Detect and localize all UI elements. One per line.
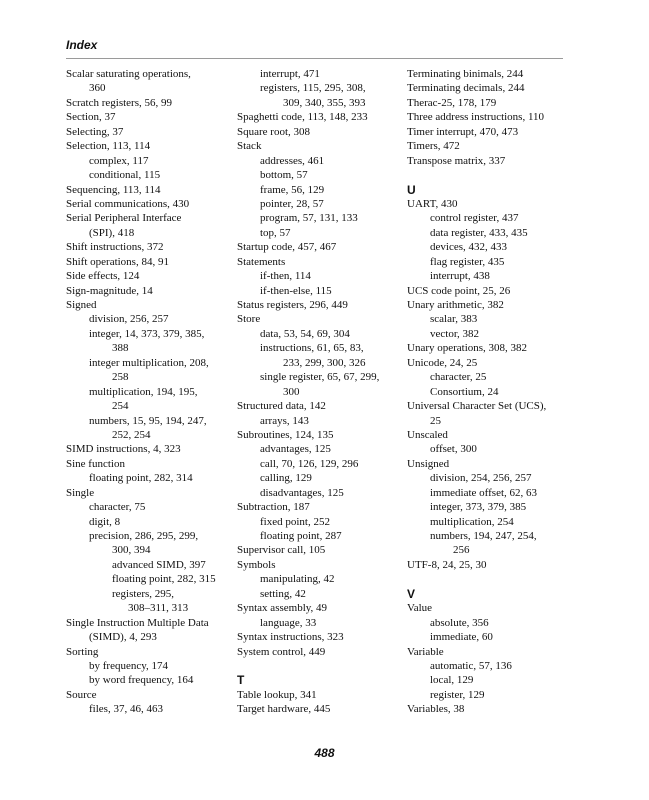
index-subentry: advantages, 125 [260, 443, 331, 456]
index-entry: Statements [237, 255, 286, 268]
index-entry: Side effects, 124 [66, 270, 140, 283]
index-subentry: 254 [112, 400, 129, 413]
index-entry: Transpose matrix, 337 [407, 154, 506, 167]
index-subentry: integer, 14, 373, 379, 385, [89, 327, 205, 340]
index-entry: Sine function [66, 457, 125, 470]
index-entry: Selection, 113, 114 [66, 140, 151, 153]
index-subentry: fixed point, 252 [260, 515, 330, 528]
index-subentry: bottom, 57 [260, 169, 308, 182]
index-entry: Subroutines, 124, 135 [237, 428, 334, 441]
index-subentry: multiplication, 194, 195, [89, 385, 198, 398]
index-subentry: by frequency, 174 [89, 659, 169, 672]
index-subentry: floating point, 287 [260, 530, 342, 542]
index-entry: Shift instructions, 372 [66, 241, 164, 254]
index-subentry: floating point, 282, 314 [89, 472, 193, 485]
index-column-1 [66, 67, 216, 717]
index-entry: Target hardware, 445 [237, 703, 331, 716]
page-title: Index [66, 38, 98, 52]
index-entry: Status registers, 296, 449 [237, 299, 348, 311]
index-subentry: data, 53, 54, 69, 304 [260, 327, 350, 340]
index-subentry: integer multiplication, 208, [89, 356, 209, 369]
index-entry: Signed [66, 299, 97, 311]
index-entry: UTF-8, 24, 25, 30 [407, 558, 487, 571]
index-subentry: flag register, 435 [430, 255, 505, 268]
index-entry: Unscaled [407, 428, 448, 441]
index-subentry: frame, 56, 129 [260, 183, 325, 196]
index-subentry: 300, 394 [112, 544, 151, 557]
index-subentry: immediate offset, 62, 63 [430, 486, 538, 499]
index-subentry: 388 [112, 342, 129, 355]
index-subentry: if-then, 114 [260, 270, 311, 283]
index-entry: Square root, 308 [237, 125, 311, 138]
index-subentry: register, 129 [430, 688, 485, 701]
index-entry: Store [237, 313, 261, 326]
page-header [66, 38, 563, 59]
index-subentry: language, 33 [260, 616, 317, 629]
index-entry: Section, 37 [66, 111, 116, 124]
index-subentry: immediate, 60 [430, 631, 493, 644]
index-entry: Scalar saturating operations, [66, 68, 191, 80]
spacer-line [407, 168, 546, 182]
index-subentry: 360 [89, 82, 106, 95]
index-subentry: integer, 373, 379, 385 [430, 501, 527, 514]
index-subentry: multiplication, 254 [430, 515, 514, 528]
index-subentry: instructions, 61, 65, 83, [260, 342, 364, 355]
index-subentry: (SIMD), 4, 293 [89, 631, 157, 644]
index-entry: Supervisor call, 105 [237, 544, 326, 557]
index-subentry: program, 57, 131, 133 [260, 212, 358, 225]
index-entry: Variable [407, 645, 444, 658]
index-subentry: digit, 8 [89, 515, 121, 528]
index-subentry: 300 [283, 385, 300, 398]
index-subentry: division, 256, 257 [89, 313, 169, 326]
index-subentry: if-then-else, 115 [260, 284, 332, 297]
index-entry: Variables, 38 [407, 703, 465, 716]
index-subentry: control register, 437 [430, 212, 519, 225]
index-entry: Terminating decimals, 244 [407, 82, 525, 95]
index-entry: Therac-25, 178, 179 [407, 96, 497, 109]
index-subentry: 258 [112, 371, 129, 384]
index-entry: Value [407, 602, 433, 615]
index-subentry: pointer, 28, 57 [260, 197, 324, 210]
index-subentry: character, 25 [430, 371, 487, 384]
index-entry: Sorting [66, 645, 99, 658]
spacer-line [237, 659, 379, 673]
index-entry: UCS code point, 25, 26 [407, 284, 511, 297]
index-subentry: by word frequency, 164 [89, 674, 194, 687]
index-subentry: addresses, 461 [260, 154, 325, 167]
index-subentry: 309, 340, 355, 393 [283, 96, 366, 109]
index-entry: Unsigned [407, 457, 450, 470]
index-entry: SIMD instructions, 4, 323 [66, 443, 181, 456]
index-subentry: 233, 299, 300, 326 [283, 356, 366, 369]
spacer-line [407, 572, 546, 586]
index-entry: Sequencing, 113, 114 [66, 183, 161, 196]
index-subentry: 252, 254 [112, 428, 151, 441]
index-subentry: conditional, 115 [89, 169, 161, 182]
index-subentry: complex, 117 [89, 154, 149, 167]
index-entry: Selecting, 37 [66, 125, 124, 138]
index-entry: UART, 430 [407, 197, 458, 210]
index-subentry: devices, 432, 433 [430, 241, 507, 254]
page-number: 488 [314, 746, 335, 760]
index-subentry: offset, 300 [430, 443, 477, 456]
index-entry: Sign-magnitude, 14 [66, 284, 153, 297]
index-entry: Startup code, 457, 467 [237, 241, 337, 254]
index-subentry: vector, 382 [430, 327, 480, 340]
letter-heading: U [407, 182, 416, 197]
index-subentry: top, 57 [260, 226, 291, 239]
letter-heading: T [237, 673, 245, 688]
index-subentry: setting, 42 [260, 587, 306, 600]
index-entry: Stack [237, 140, 262, 153]
index-entry: Structured data, 142 [237, 400, 326, 413]
index-subentry: character, 75 [89, 501, 146, 514]
index-entry: Scratch registers, 56, 99 [66, 96, 172, 109]
index-entry: Serial Peripheral Interface [66, 212, 182, 225]
letter-heading: V [407, 586, 416, 601]
index-subentry: call, 70, 126, 129, 296 [260, 457, 359, 470]
index-entry: Timers, 472 [407, 140, 460, 153]
index-subentry: automatic, 57, 136 [430, 659, 512, 672]
index-entry: Three address instructions, 110 [407, 111, 545, 124]
index-entry: System control, 449 [237, 645, 326, 658]
index-subentry: interrupt, 438 [430, 270, 490, 283]
index-entry: Syntax assembly, 49 [237, 602, 328, 615]
index-subentry: local, 129 [430, 674, 474, 687]
index-entry: Timer interrupt, 470, 473 [407, 125, 519, 138]
index-entry: Unary operations, 308, 382 [407, 342, 528, 355]
index-subentry: registers, 295, [112, 587, 175, 600]
index-subentry: 25 [430, 414, 441, 427]
index-entry: Table lookup, 341 [237, 688, 317, 701]
index-subentry: 256 [453, 544, 470, 557]
index-column-3 [407, 67, 546, 717]
index-subentry: calling, 129 [260, 472, 312, 485]
index-entry: Shift operations, 84, 91 [66, 255, 169, 268]
index-entry: Spaghetti code, 113, 148, 233 [237, 111, 368, 124]
index-subentry: interrupt, 471 [260, 68, 320, 80]
index-entry: Single Instruction Multiple Data [66, 616, 209, 629]
index-subentry: advanced SIMD, 397 [112, 558, 206, 571]
index-subentry: (SPI), 418 [89, 226, 135, 239]
index-subentry: 308–311, 313 [128, 602, 189, 615]
index-subentry: numbers, 15, 95, 194, 247, [89, 414, 207, 427]
index-subentry: precision, 286, 295, 299, [89, 530, 199, 542]
index-subentry: division, 254, 256, 257 [430, 472, 532, 485]
index-entry: Single [66, 486, 95, 499]
index-entry: Unary arithmetic, 382 [407, 299, 504, 311]
index-subentry: disadvantages, 125 [260, 486, 344, 499]
index-subentry: files, 37, 46, 463 [89, 703, 163, 716]
index-entry: Source [66, 688, 97, 701]
index-entry: Unicode, 24, 25 [407, 356, 478, 369]
index-entry: Subtraction, 187 [237, 501, 310, 514]
index-subentry: scalar, 383 [430, 313, 478, 326]
index-entry: Syntax instructions, 323 [237, 631, 344, 644]
index-subentry: arrays, 143 [260, 414, 309, 427]
index-entry: Universal Character Set (UCS), [407, 400, 547, 413]
index-entry: Symbols [237, 558, 276, 571]
index-subentry: single register, 65, 67, 299, [260, 371, 380, 384]
index-subentry: floating point, 282, 315 [112, 573, 216, 586]
index-subentry: manipulating, 42 [260, 573, 335, 586]
index-subentry: registers, 115, 295, 308, [260, 82, 366, 95]
index-entry: Terminating binimals, 244 [407, 68, 524, 80]
index-subentry: absolute, 356 [430, 616, 489, 629]
index-subentry: data register, 433, 435 [430, 226, 528, 239]
index-subentry: Consortium, 24 [430, 385, 499, 398]
index-subentry: numbers, 194, 247, 254, [430, 530, 537, 542]
index-column-2 [237, 67, 379, 717]
index-entry: Serial communications, 430 [66, 197, 190, 210]
